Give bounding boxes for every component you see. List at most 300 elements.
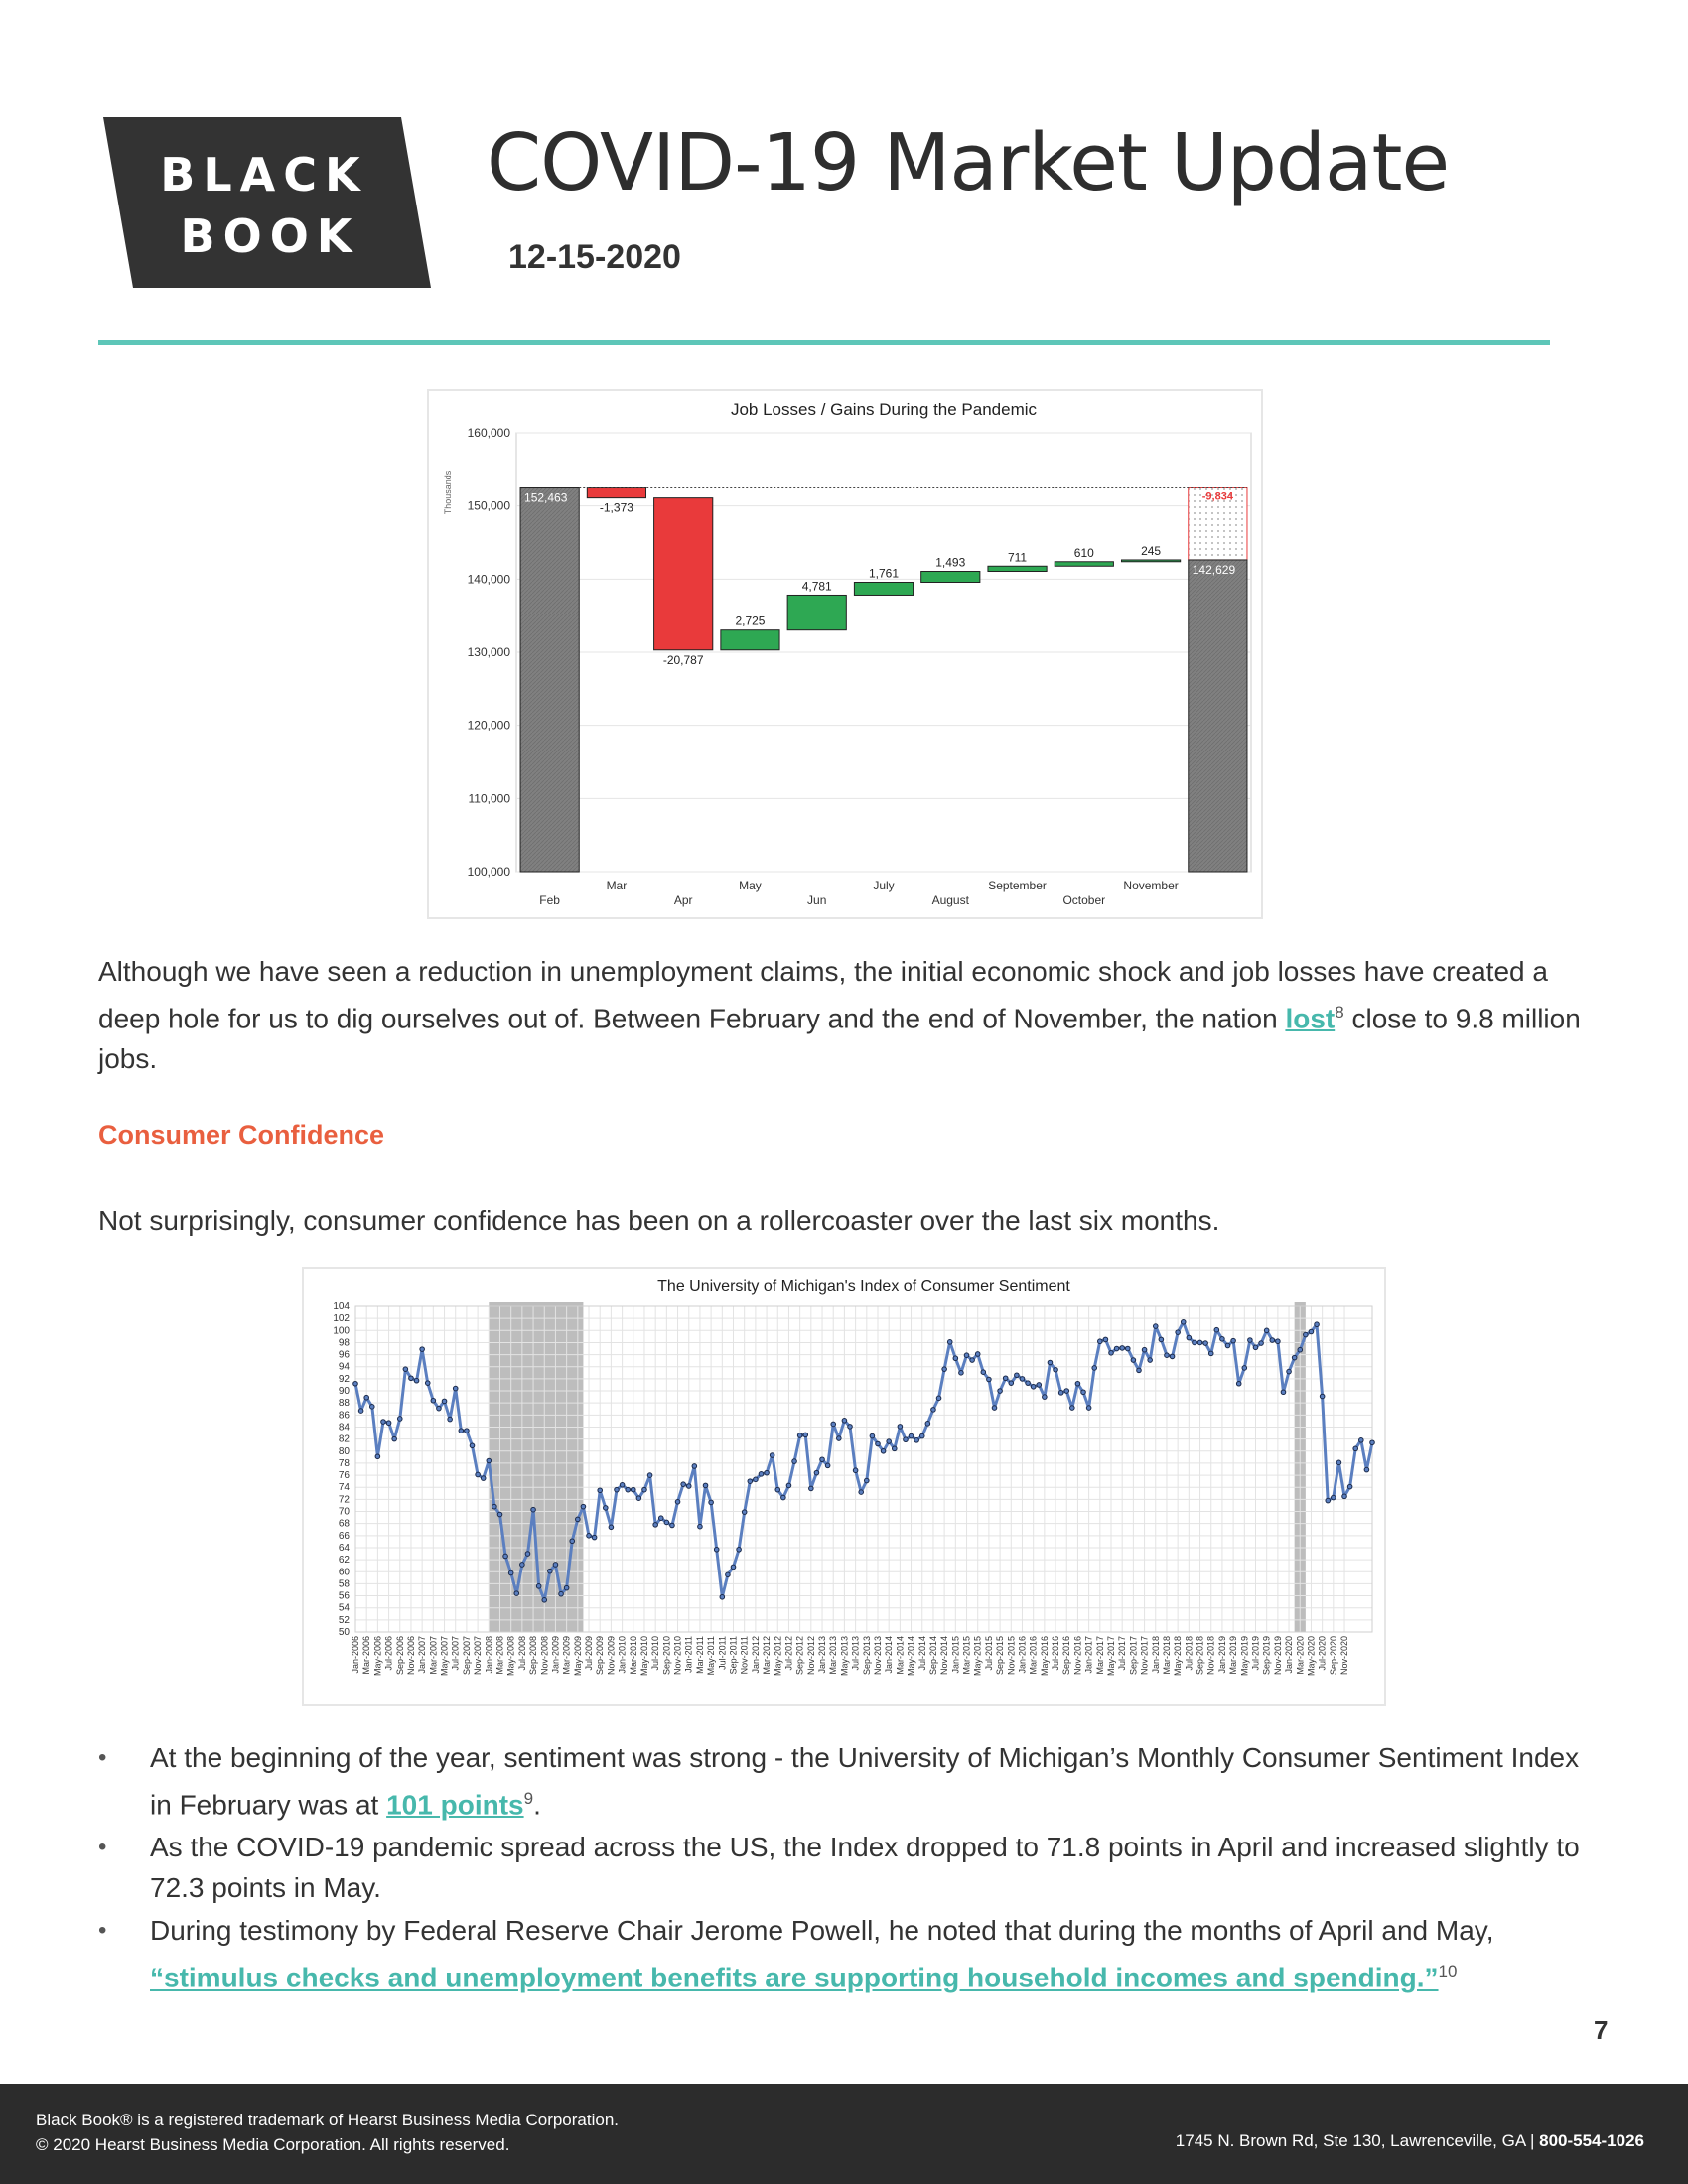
- data-point: [1236, 1381, 1241, 1386]
- y-tick-label: 82: [338, 1433, 350, 1445]
- data-point: [520, 1563, 525, 1568]
- data-point: [1214, 1327, 1219, 1332]
- data-point: [1315, 1322, 1320, 1327]
- bullet-item: [98, 1910, 1588, 1997]
- data-label: 142,629: [1192, 562, 1236, 577]
- data-point: [781, 1495, 786, 1500]
- data-point: [853, 1468, 858, 1473]
- data-point: [1336, 1460, 1341, 1465]
- x-tick-label: Nov-2010: [672, 1636, 683, 1676]
- y-tick-label: 74: [338, 1482, 350, 1494]
- footer-trademark: Black Book® is a registered trademark of Hearst Business Media Corporation.: [36, 2111, 620, 2129]
- y-tick-label: 78: [338, 1457, 350, 1469]
- y-axis-label: Thousands: [443, 470, 453, 515]
- consumer-sentiment-chart-svg: [304, 1269, 1384, 1704]
- data-point: [992, 1406, 997, 1411]
- data-point: [1064, 1389, 1069, 1394]
- y-tick-label: 50: [338, 1627, 350, 1638]
- data-point: [364, 1395, 369, 1400]
- x-tick-label: Nov-2017: [1139, 1636, 1150, 1676]
- data-point: [386, 1421, 391, 1426]
- x-tick-label: Sep-2017: [1128, 1636, 1139, 1676]
- data-point: [936, 1396, 941, 1401]
- data-point: [703, 1483, 708, 1488]
- data-point: [726, 1572, 731, 1577]
- x-tick-label: May: [739, 879, 762, 892]
- x-tick-label: Jul-2016: [1051, 1636, 1061, 1671]
- job-loss-text-1: Although we have seen a reduction in unemployment claims, the initial economic shock and job losses have created a deep hole for us to dig ourselves out of. Between February and the end of November, the nation: [98, 956, 1548, 1034]
- bar-3: [721, 630, 779, 650]
- x-tick-label: Sep-2010: [661, 1636, 672, 1676]
- y-tick-label: 90: [338, 1386, 350, 1398]
- x-tick-label: Sep-2012: [794, 1636, 805, 1676]
- data-point: [987, 1377, 992, 1382]
- data-point: [947, 1340, 952, 1345]
- y-tick-label: 54: [338, 1602, 350, 1614]
- data-point: [564, 1585, 569, 1590]
- lost-link[interactable]: lost: [1285, 1003, 1336, 1034]
- data-point: [848, 1425, 853, 1430]
- x-tick-label: Sep-2007: [461, 1636, 472, 1676]
- x-tick-label: Jan-2008: [484, 1636, 494, 1674]
- data-point: [1193, 1340, 1197, 1345]
- footer-address: 1745 N. Brown Rd, Ste 130, Lawrenceville, GA |: [1175, 2131, 1540, 2150]
- data-point: [576, 1517, 581, 1522]
- data-point: [587, 1534, 592, 1539]
- data-point: [642, 1487, 647, 1492]
- x-tick-label: August: [931, 893, 969, 907]
- bar-0: [520, 488, 579, 872]
- data-point: [1020, 1377, 1025, 1382]
- data-point: [1276, 1339, 1281, 1344]
- data-point: [831, 1422, 836, 1427]
- data-point: [353, 1381, 358, 1386]
- data-point: [553, 1563, 558, 1568]
- data-point: [369, 1405, 374, 1410]
- x-tick-label: Nov-2018: [1205, 1636, 1216, 1676]
- data-point: [770, 1453, 774, 1458]
- x-tick-label: Sep-2019: [1261, 1636, 1272, 1676]
- x-tick-label: Sep-2016: [1061, 1636, 1072, 1676]
- recession-band: [489, 1302, 583, 1632]
- data-point: [1332, 1495, 1336, 1500]
- bullet-1-end: .: [533, 1789, 541, 1821]
- data-point: [1242, 1366, 1247, 1371]
- data-point: [1248, 1338, 1253, 1343]
- data-label: 1,493: [935, 555, 966, 570]
- data-point: [681, 1482, 686, 1487]
- data-point: [998, 1389, 1003, 1394]
- x-tick-label: Sep-2014: [927, 1636, 938, 1676]
- x-tick-label: Mar: [606, 879, 628, 892]
- x-tick-label: May-2010: [638, 1636, 649, 1677]
- y-tick-label: 58: [338, 1578, 350, 1590]
- y-tick-label: 150,000: [467, 498, 510, 513]
- data-point: [1086, 1406, 1091, 1411]
- bullet-3-text: During testimony by Federal Reserve Chair Jerome Powell, he noted that during the months of April and May,: [150, 1915, 1494, 1947]
- data-point: [714, 1547, 719, 1552]
- x-tick-label: September: [988, 879, 1047, 892]
- job-loss-text-2: close to 9.8 million jobs.: [98, 1003, 1581, 1075]
- x-tick-label: Jul-2010: [650, 1636, 661, 1671]
- y-tick-label: 64: [338, 1542, 350, 1554]
- x-tick-label: October: [1062, 893, 1106, 907]
- data-point: [881, 1448, 886, 1453]
- data-point: [414, 1378, 419, 1383]
- chart-title: Job Losses / Gains During the Pandemic: [730, 400, 1038, 419]
- data-point: [870, 1433, 875, 1438]
- data-point: [809, 1486, 814, 1491]
- x-tick-label: Nov-2016: [1072, 1636, 1083, 1676]
- data-point: [964, 1353, 969, 1358]
- x-tick-label: Mar-2015: [961, 1636, 972, 1675]
- data-point: [786, 1483, 791, 1488]
- data-point: [1026, 1381, 1031, 1386]
- data-point: [1137, 1368, 1142, 1373]
- x-tick-label: Nov-2008: [539, 1636, 550, 1676]
- bullet-item: [98, 1737, 1588, 1825]
- data-point: [397, 1417, 402, 1422]
- y-tick-label: 92: [338, 1373, 350, 1385]
- bar-10: [1189, 560, 1247, 872]
- data-label: 4,781: [801, 579, 832, 594]
- data-point: [581, 1504, 586, 1509]
- data-point: [942, 1367, 947, 1372]
- data-point: [1342, 1494, 1347, 1499]
- data-point: [970, 1358, 975, 1363]
- x-tick-label: May-2014: [906, 1636, 916, 1677]
- bullet-2-text: As the COVID-19 pandemic spread across the US, the Index dropped to 71.8 points in April and increased slightly to 72.3 points in May.: [150, 1832, 1580, 1904]
- x-tick-label: Nov-2014: [939, 1636, 950, 1676]
- x-tick-label: Jan-2020: [1284, 1636, 1295, 1674]
- x-tick-label: Jul-2013: [850, 1636, 861, 1671]
- data-point: [1048, 1360, 1053, 1365]
- data-point: [636, 1496, 641, 1501]
- y-tick-label: 60: [338, 1567, 350, 1578]
- x-tick-label: May-2015: [972, 1636, 983, 1677]
- y-tick-label: 80: [338, 1445, 350, 1457]
- x-tick-label: May-2016: [1039, 1636, 1050, 1677]
- data-point: [1304, 1332, 1309, 1337]
- job-losses-chart: [427, 389, 1263, 919]
- 101-points-link[interactable]: 101 points: [386, 1789, 524, 1821]
- data-point: [470, 1443, 475, 1448]
- data-point: [1120, 1346, 1125, 1351]
- data-point: [403, 1367, 408, 1372]
- data-point: [437, 1406, 442, 1411]
- data-point: [381, 1420, 386, 1425]
- x-tick-label: Nov-2011: [739, 1636, 750, 1675]
- data-point: [904, 1437, 909, 1442]
- bullet-1-text: At the beginning of the year, sentiment was strong - the University of Michigan’s Monthly Consumer Sentiment Index in February was at: [150, 1742, 1580, 1821]
- data-point: [1131, 1358, 1136, 1363]
- x-tick-label: November: [1123, 879, 1179, 892]
- chart-title: The University of Michigan's Index of Consumer Sentiment: [657, 1278, 1070, 1295]
- y-tick-label: 66: [338, 1530, 350, 1542]
- data-point: [859, 1490, 864, 1495]
- data-point: [1103, 1337, 1108, 1342]
- sentiment-bullet-list: [98, 1737, 1588, 2000]
- data-point: [1298, 1347, 1303, 1352]
- y-tick-label: 52: [338, 1614, 350, 1626]
- x-tick-label: Nov-2012: [805, 1636, 816, 1676]
- x-tick-label: Jul-2015: [983, 1636, 994, 1671]
- data-point: [953, 1356, 958, 1361]
- data-point: [1009, 1381, 1014, 1386]
- data-point: [670, 1523, 675, 1528]
- data-point: [570, 1539, 575, 1544]
- x-tick-label: Mar-2020: [1295, 1636, 1306, 1675]
- data-point: [797, 1433, 802, 1438]
- x-tick-label: May-2019: [1239, 1636, 1250, 1677]
- y-tick-label: 88: [338, 1398, 350, 1410]
- x-tick-label: May-2018: [1173, 1636, 1184, 1677]
- data-point: [686, 1484, 691, 1489]
- data-point: [720, 1594, 725, 1599]
- bar-2: [654, 498, 713, 650]
- bullet-item: [98, 1827, 1588, 1908]
- x-tick-label: Nov-2007: [473, 1636, 484, 1676]
- data-point: [931, 1408, 936, 1413]
- footer-legal: [36, 2108, 619, 2157]
- x-tick-label: Jul-2009: [584, 1636, 595, 1671]
- x-tick-label: Nov-2006: [405, 1636, 416, 1676]
- data-point: [503, 1554, 508, 1559]
- data-point: [442, 1399, 447, 1404]
- data-point: [1114, 1346, 1119, 1351]
- data-point: [487, 1458, 492, 1463]
- data-point: [1070, 1406, 1075, 1411]
- data-point: [626, 1487, 631, 1492]
- data-point: [492, 1504, 497, 1509]
- data-point: [698, 1524, 703, 1529]
- y-tick-label: 120,000: [467, 718, 510, 733]
- bar-1: [587, 488, 645, 498]
- data-point: [975, 1352, 980, 1357]
- bar-9: [1121, 560, 1180, 562]
- data-point: [375, 1454, 380, 1459]
- y-tick-label: 140,000: [467, 572, 510, 587]
- data-point: [481, 1476, 486, 1481]
- x-tick-label: May-2008: [505, 1636, 516, 1677]
- data-point: [709, 1500, 714, 1505]
- x-tick-label: May-2017: [1106, 1636, 1117, 1677]
- data-point: [792, 1459, 797, 1464]
- data-point: [1075, 1381, 1080, 1386]
- data-point: [525, 1552, 530, 1557]
- x-tick-label: Mar-2013: [828, 1636, 839, 1675]
- x-tick-label: Sep-2018: [1195, 1636, 1205, 1676]
- x-tick-label: Jan-2017: [1083, 1636, 1094, 1674]
- bar-8: [1055, 562, 1113, 566]
- x-tick-label: Sep-2009: [595, 1636, 606, 1676]
- data-point: [1359, 1438, 1364, 1443]
- data-point: [1225, 1343, 1230, 1348]
- x-tick-label: Jan-2007: [417, 1636, 428, 1674]
- page-footer: [0, 2084, 1688, 2184]
- data-point: [759, 1472, 764, 1477]
- x-tick-label: Mar-2019: [1228, 1636, 1239, 1675]
- x-tick-label: Jul-2011: [717, 1636, 728, 1670]
- x-tick-label: Jan-2019: [1216, 1636, 1227, 1674]
- x-tick-label: Jun: [807, 893, 827, 907]
- data-point: [864, 1478, 869, 1483]
- x-tick-label: May-2013: [839, 1636, 850, 1677]
- data-point: [508, 1570, 513, 1575]
- data-point: [837, 1436, 842, 1441]
- data-label: 1,761: [868, 566, 900, 581]
- x-tick-label: Sep-2013: [861, 1636, 872, 1676]
- x-tick-label: Jul-2020: [1317, 1636, 1328, 1671]
- data-point: [1370, 1440, 1375, 1445]
- powell-quote-link[interactable]: “stimulus checks and unemployment benefits are supporting household incomes and spending.”: [150, 1962, 1439, 1993]
- footnote-9: 9: [523, 1789, 534, 1808]
- data-point: [448, 1417, 453, 1422]
- x-tick-label: Sep-2020: [1328, 1636, 1338, 1676]
- data-point: [431, 1398, 436, 1403]
- data-point: [803, 1433, 808, 1437]
- bar-6: [921, 572, 980, 583]
- data-point: [653, 1523, 658, 1528]
- data-point: [1220, 1337, 1225, 1342]
- x-tick-label: Nov-2009: [606, 1636, 617, 1676]
- x-tick-label: Jul-2012: [783, 1636, 794, 1671]
- x-tick-label: Jan-2011: [683, 1636, 694, 1673]
- y-tick-label: 86: [338, 1410, 350, 1422]
- footnote-8: 8: [1335, 1003, 1344, 1022]
- x-tick-label: Jan-2010: [617, 1636, 628, 1674]
- data-point: [1015, 1373, 1020, 1378]
- data-point: [459, 1429, 464, 1433]
- data-point: [1309, 1329, 1314, 1334]
- data-point: [1281, 1390, 1286, 1395]
- data-point: [1270, 1338, 1275, 1343]
- x-tick-label: Jul-2007: [450, 1636, 461, 1671]
- x-tick-label: May-2011: [706, 1636, 717, 1676]
- data-point: [1320, 1394, 1325, 1399]
- bar-7: [988, 566, 1047, 571]
- y-tick-label: 76: [338, 1470, 350, 1482]
- data-point: [420, 1347, 425, 1352]
- data-label: 245: [1141, 543, 1162, 558]
- y-tick-label: 56: [338, 1590, 350, 1602]
- data-point: [514, 1591, 519, 1596]
- x-tick-label: Jul-2017: [1117, 1636, 1128, 1671]
- data-label: 711: [1007, 550, 1028, 565]
- x-tick-label: Sep-2011: [728, 1636, 739, 1675]
- data-point: [748, 1479, 753, 1484]
- data-point: [497, 1512, 502, 1517]
- data-point: [1208, 1351, 1213, 1356]
- data-label: 2,725: [735, 614, 766, 628]
- data-point: [465, 1429, 470, 1433]
- consumer-confidence-heading: Consumer Confidence: [98, 1120, 385, 1150]
- x-tick-label: Jan-2009: [550, 1636, 561, 1674]
- data-point: [1259, 1341, 1264, 1346]
- data-point: [598, 1488, 603, 1493]
- y-tick-label: 160,000: [467, 426, 510, 440]
- x-tick-label: Mar-2014: [895, 1636, 906, 1675]
- data-point: [1287, 1369, 1292, 1374]
- data-label: 152,463: [524, 490, 568, 505]
- footer-copyright: © 2020 Hearst Business Media Corporation. All rights reserved.: [36, 2135, 510, 2154]
- x-tick-label: Apr: [673, 893, 693, 907]
- black-book-logo: [103, 117, 431, 288]
- x-tick-label: May-2009: [572, 1636, 583, 1677]
- data-point: [1253, 1345, 1258, 1350]
- x-tick-label: May-2006: [372, 1636, 383, 1677]
- x-tick-label: July: [873, 879, 895, 892]
- data-point: [1125, 1346, 1130, 1351]
- x-tick-label: Feb: [539, 893, 560, 907]
- data-point: [1031, 1384, 1036, 1389]
- footer-phone[interactable]: 800-554-1026: [1539, 2131, 1644, 2150]
- x-tick-label: Jul-2014: [916, 1636, 927, 1671]
- data-point: [919, 1433, 924, 1438]
- data-point: [1176, 1330, 1181, 1335]
- data-point: [609, 1525, 614, 1530]
- bar-4: [787, 595, 846, 629]
- consumer-sentiment-chart: [302, 1267, 1386, 1706]
- x-tick-label: Mar-2018: [1161, 1636, 1172, 1675]
- x-tick-label: Sep-2006: [394, 1636, 405, 1676]
- job-loss-paragraph: [98, 951, 1588, 1079]
- data-point: [909, 1433, 914, 1438]
- data-point: [1081, 1390, 1086, 1395]
- x-tick-label: Jul-2019: [1250, 1636, 1261, 1671]
- logo-line-1: BLACK: [160, 148, 368, 202]
- y-tick-label: 62: [338, 1555, 350, 1567]
- x-tick-label: Jan-2018: [1150, 1636, 1161, 1674]
- data-point: [775, 1487, 780, 1492]
- y-tick-label: 100: [333, 1325, 350, 1337]
- confidence-paragraph: Not surprisingly, consumer confidence has been on a rollercoaster over the last six months.: [98, 1205, 1220, 1236]
- data-point: [1187, 1335, 1192, 1340]
- data-point: [1326, 1498, 1331, 1503]
- data-point: [592, 1535, 597, 1540]
- footer-contact: [1176, 2131, 1644, 2151]
- data-point: [820, 1457, 825, 1462]
- x-tick-label: Mar-2006: [361, 1636, 372, 1675]
- data-point: [1098, 1339, 1103, 1344]
- data-point: [559, 1591, 564, 1596]
- data-point: [1203, 1341, 1208, 1346]
- data-point: [1292, 1355, 1297, 1360]
- x-tick-label: Jan-2015: [950, 1636, 961, 1674]
- data-point: [1043, 1395, 1048, 1400]
- data-point: [531, 1507, 536, 1512]
- x-tick-label: Sep-2015: [995, 1636, 1006, 1676]
- x-tick-label: Jul-2006: [383, 1636, 394, 1671]
- data-point: [876, 1441, 881, 1446]
- y-tick-label: 102: [333, 1313, 350, 1325]
- y-tick-label: 68: [338, 1518, 350, 1530]
- data-point: [476, 1472, 481, 1477]
- x-tick-label: Jan-2014: [884, 1636, 895, 1674]
- data-point: [1092, 1366, 1097, 1371]
- data-point: [892, 1446, 897, 1451]
- x-tick-label: Jul-2008: [516, 1636, 527, 1671]
- data-label: -1,373: [599, 500, 633, 515]
- data-point: [825, 1463, 830, 1468]
- data-point: [392, 1436, 397, 1441]
- data-point: [754, 1477, 759, 1482]
- x-tick-label: Mar-2007: [428, 1636, 439, 1675]
- data-point: [1181, 1319, 1186, 1324]
- x-tick-label: Jul-2018: [1184, 1636, 1195, 1671]
- data-point: [1364, 1467, 1369, 1472]
- x-tick-label: Jan-2006: [351, 1636, 360, 1674]
